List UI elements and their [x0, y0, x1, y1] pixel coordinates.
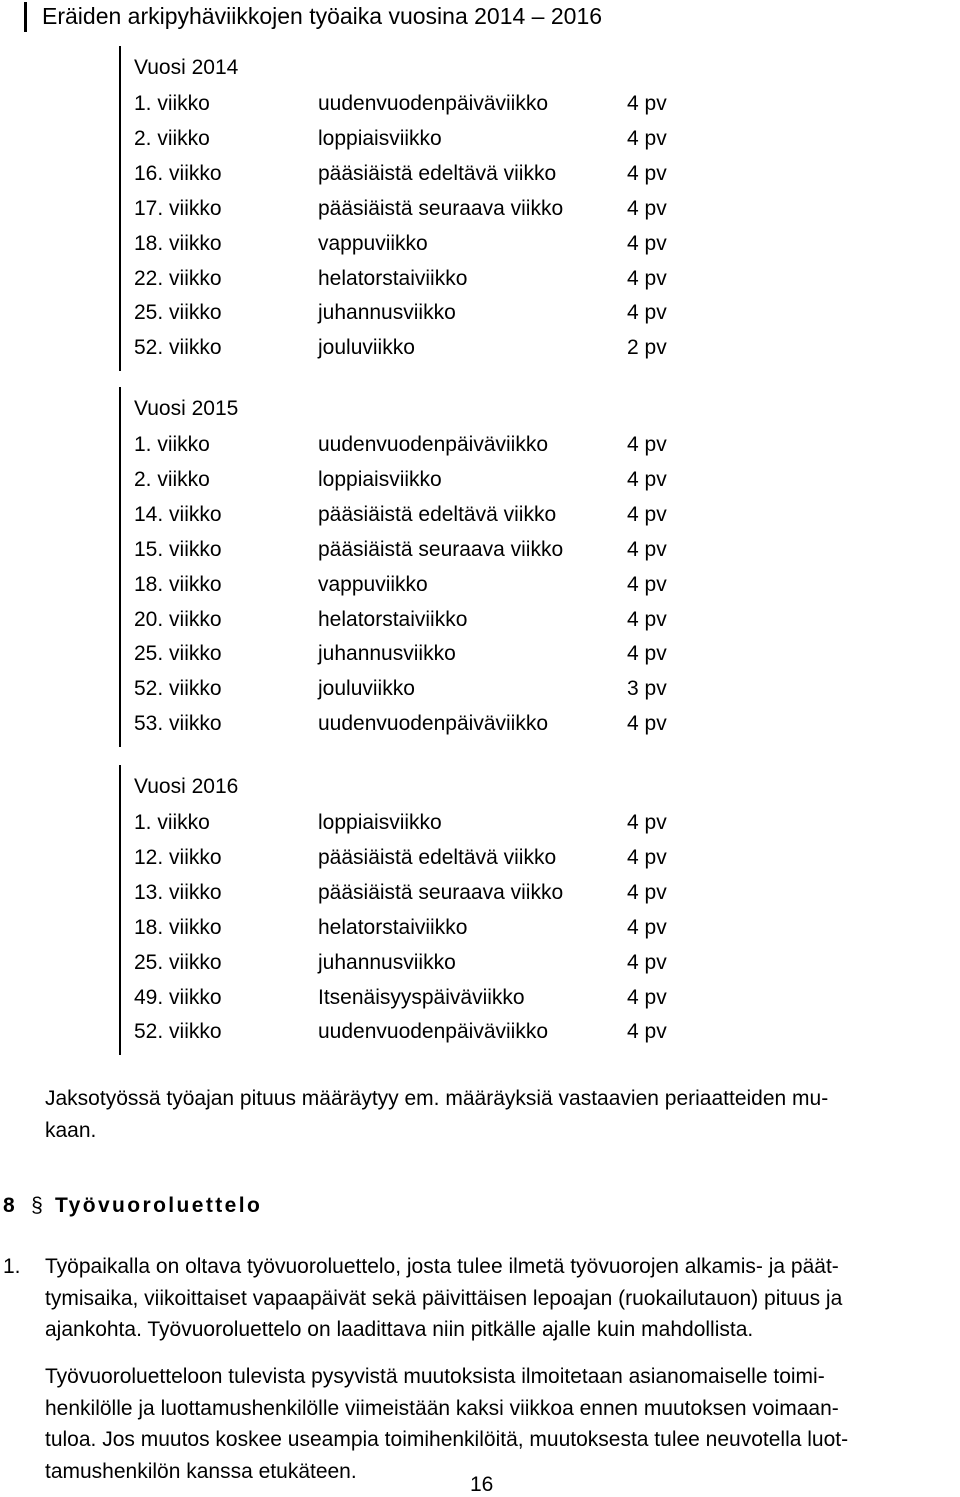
- week-days: 4 pv: [627, 433, 667, 456]
- week-number: 15. viikko: [134, 537, 222, 561]
- week-name: loppiaisviikko: [318, 811, 442, 834]
- week-days: 4 pv: [627, 231, 667, 255]
- week-name: loppiaisviikko: [318, 126, 442, 150]
- note-paragraph: Jaksotyössä työajan pituus määräytyy em. määräyksiä vastaavien periaatteiden mu- kaan.: [45, 1087, 829, 1142]
- week-number: 13. viikko: [134, 880, 222, 904]
- week-number: 22. viikko: [134, 266, 222, 290]
- week-days: 4 pv: [627, 196, 667, 220]
- week-number: 1. viikko: [134, 92, 210, 115]
- week-days: 4 pv: [627, 712, 667, 736]
- week-days: 4 pv: [627, 467, 667, 491]
- week-days: 4 pv: [627, 811, 667, 834]
- week-number: 1. viikko: [134, 433, 210, 456]
- header-rule: [24, 2, 27, 32]
- week-name: pääsiäistä edeltävä viikko: [318, 502, 557, 526]
- week-days: 4 pv: [627, 266, 667, 290]
- week-days: 4 pv: [627, 950, 667, 974]
- week-number: 52. viikko: [134, 1020, 222, 1044]
- section-symbol: §: [31, 1194, 43, 1217]
- week-name: pääsiäistä seuraava viikko: [318, 196, 564, 220]
- section-title: Työvuoroluettelo: [55, 1194, 263, 1217]
- paragraph-1: Työpaikalla on oltava työvuoroluettelo, josta tulee ilmetä työvuorojen alkamis- ja päät- tymisaika, viikoittaiset vapaapäivät sekä päivittäisen lepoajan (ruokailutauon) pituus ja ajankohta. Työvuoroluettelo on laadittava niin pitkälle ajalle kuin mahdollista.: [45, 1255, 843, 1341]
- page-header-title: Eräiden arkipyhäviikkojen työaika vuosina 2014 – 2016: [42, 3, 603, 29]
- week-name: juhannusviikko: [318, 642, 456, 666]
- week-number: 18. viikko: [134, 915, 222, 939]
- section-heading: [3, 1192, 262, 1220]
- section-left-rule: [119, 765, 121, 1055]
- week-name: jouluviikko: [318, 336, 415, 360]
- week-number: 25. viikko: [134, 301, 222, 325]
- year-heading: Vuosi 2014: [134, 56, 239, 79]
- section-left-rule: [119, 387, 121, 747]
- week-name: helatorstaiviikko: [318, 915, 468, 939]
- week-days: 4 pv: [627, 537, 667, 561]
- week-number: 18. viikko: [134, 572, 222, 596]
- week-days: 4 pv: [627, 607, 667, 631]
- week-number: 20. viikko: [134, 607, 222, 631]
- week-number: 14. viikko: [134, 502, 222, 526]
- week-name: Itsenäisyyspäiväviikko: [318, 985, 525, 1009]
- week-number: 52. viikko: [134, 336, 222, 360]
- year-heading: Vuosi 2015: [134, 397, 239, 420]
- week-days: 3 pv: [627, 677, 667, 701]
- week-name: juhannusviikko: [318, 950, 456, 974]
- week-days: 4 pv: [627, 985, 667, 1009]
- week-name: vappuviikko: [318, 231, 428, 255]
- week-name: uudenvuodenpäiväviikko: [318, 433, 549, 456]
- section-left-rule: [119, 46, 121, 371]
- week-days: 4 pv: [627, 642, 667, 666]
- week-days: 4 pv: [627, 1020, 667, 1044]
- week-name: helatorstaiviikko: [318, 607, 468, 631]
- week-days: 4 pv: [627, 126, 667, 150]
- week-name: uudenvuodenpäiväviikko: [318, 1020, 549, 1044]
- week-name: uudenvuodenpäiväviikko: [318, 92, 549, 115]
- week-days: 4 pv: [627, 161, 667, 185]
- week-days: 4 pv: [627, 502, 667, 526]
- week-days: 2 pv: [627, 336, 667, 360]
- week-number: 53. viikko: [134, 712, 222, 736]
- week-days: 4 pv: [627, 301, 667, 325]
- week-number: 18. viikko: [134, 231, 222, 255]
- week-number: 2. viikko: [134, 126, 210, 150]
- week-name: vappuviikko: [318, 572, 428, 596]
- week-number: 2. viikko: [134, 467, 210, 491]
- week-name: pääsiäistä seuraava viikko: [318, 537, 564, 561]
- paragraph-2: Työvuoroluetteloon tulevista pysyvistä muutoksista ilmoitetaan asianomaiselle toimi- henkilölle ja luottamushenkilölle viimeistään kaksi viikkoa ennen muutoksen voimaan- tuloa. Jos muutos koskee useampia toimihenkilöitä, muutoksesta tulee neuvotella luot- tamushenkilön kanssa etukäteen.: [45, 1365, 849, 1483]
- week-number: 16. viikko: [134, 161, 222, 185]
- page-number: 16: [470, 1473, 494, 1496]
- week-number: 52. viikko: [134, 677, 222, 701]
- week-number: 12. viikko: [134, 845, 222, 869]
- week-name: helatorstaiviikko: [318, 266, 468, 290]
- week-name: juhannusviikko: [318, 301, 456, 325]
- list-item-number: 1.: [3, 1255, 21, 1278]
- week-number: 49. viikko: [134, 985, 222, 1009]
- week-days: 4 pv: [627, 92, 667, 115]
- week-number: 1. viikko: [134, 811, 210, 834]
- week-name: jouluviikko: [318, 677, 415, 701]
- week-days: 4 pv: [627, 915, 667, 939]
- week-name: pääsiäistä edeltävä viikko: [318, 845, 557, 869]
- week-days: 4 pv: [627, 845, 667, 869]
- week-number: 25. viikko: [134, 950, 222, 974]
- week-name: pääsiäistä seuraava viikko: [318, 880, 564, 904]
- section-number: 8: [3, 1194, 15, 1217]
- week-days: 4 pv: [627, 572, 667, 596]
- week-days: 4 pv: [627, 880, 667, 904]
- week-name: loppiaisviikko: [318, 467, 442, 491]
- week-name: uudenvuodenpäiväviikko: [318, 712, 549, 736]
- week-number: 25. viikko: [134, 642, 222, 666]
- year-heading: Vuosi 2016: [134, 775, 239, 798]
- week-number: 17. viikko: [134, 196, 222, 220]
- week-name: pääsiäistä edeltävä viikko: [318, 161, 557, 185]
